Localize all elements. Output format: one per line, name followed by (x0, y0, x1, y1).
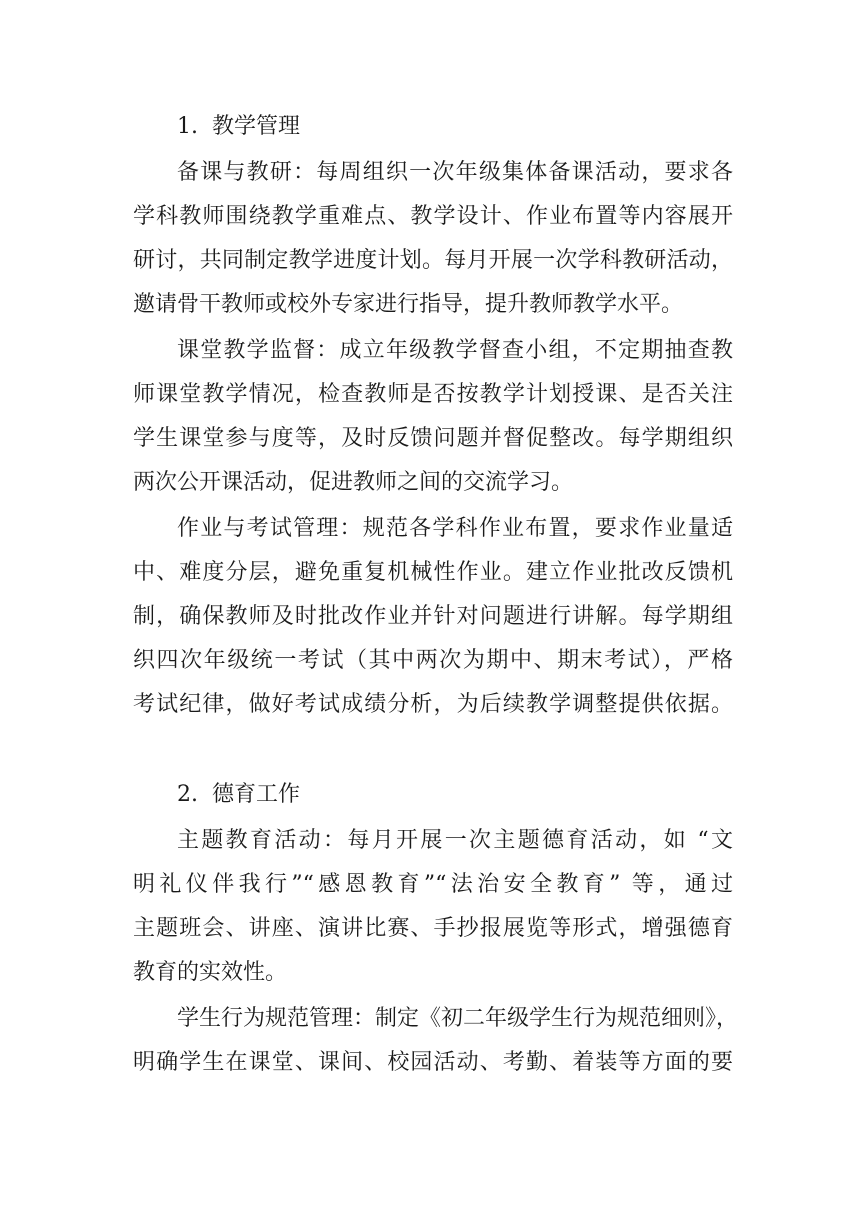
paragraph-line: 制，确保教师及时批改作业并针对问题进行讲解。每学期组 (133, 604, 733, 629)
section-number: 1. (177, 114, 198, 139)
paragraph-line: 作业与考试管理：规范各学科作业布置，要求作业量适 (177, 516, 733, 541)
paragraph-line: 中、难度分层，避免重复机械性作业。建立作业批改反馈机 (133, 560, 733, 585)
paragraph-line: 两次公开课活动，促进教师之间的交流学习。 (133, 470, 574, 495)
paragraph-line: 考试纪律，做好考试成绩分析，为后续教学调整提供依据。 (133, 692, 733, 717)
paragraph-line: 备课与教研：每周组织一次年级集体备课活动，要求各 (177, 160, 733, 185)
paragraph-line: 师课堂教学情况，检查教师是否按教学计划授课、是否关注 (133, 382, 733, 407)
paragraph-line: 明礼仪伴我行”“感恩教育”“法治安全教育” 等，通过 (133, 872, 733, 897)
paragraph-line: 学生行为规范管理：制定《初二年级学生行为规范细则》， (177, 1006, 739, 1031)
paragraph-line: 学科教师围绕教学重难点、教学设计、作业布置等内容展开 (133, 204, 733, 229)
section-title: 教学管理 (212, 114, 301, 139)
paragraph-line: 邀请骨干教师或校外专家进行指导，提升教师教学水平。 (133, 292, 684, 317)
paragraph-line: 织四次年级统一考试（其中两次为期中、期末考试），严格 (133, 648, 733, 673)
paragraph-line: 主题班会、讲座、演讲比赛、手抄报展览等形式，增强德育 (133, 916, 733, 941)
paragraph-line: 明确学生在课堂、课间、校园活动、考勤、着装等方面的要 (133, 1050, 733, 1075)
section-heading-2 (177, 775, 300, 815)
paragraph-line: 学生课堂参与度等，及时反馈问题并督促整改。每学期组织 (133, 426, 733, 451)
section-title: 德育工作 (212, 782, 301, 807)
paragraph-line: 教育的实效性。 (133, 960, 288, 985)
section-heading-1 (177, 107, 300, 147)
paragraph-line: 研讨，共同制定教学进度计划。每月开展一次学科教研活动， (133, 248, 733, 273)
section-number: 2. (177, 782, 198, 807)
paragraph-line: 主题教育活动：每月开展一次主题德育活动，如 “文 (177, 828, 733, 853)
paragraph-line: 课堂教学监督：成立年级教学督查小组，不定期抽查教 (177, 338, 733, 363)
